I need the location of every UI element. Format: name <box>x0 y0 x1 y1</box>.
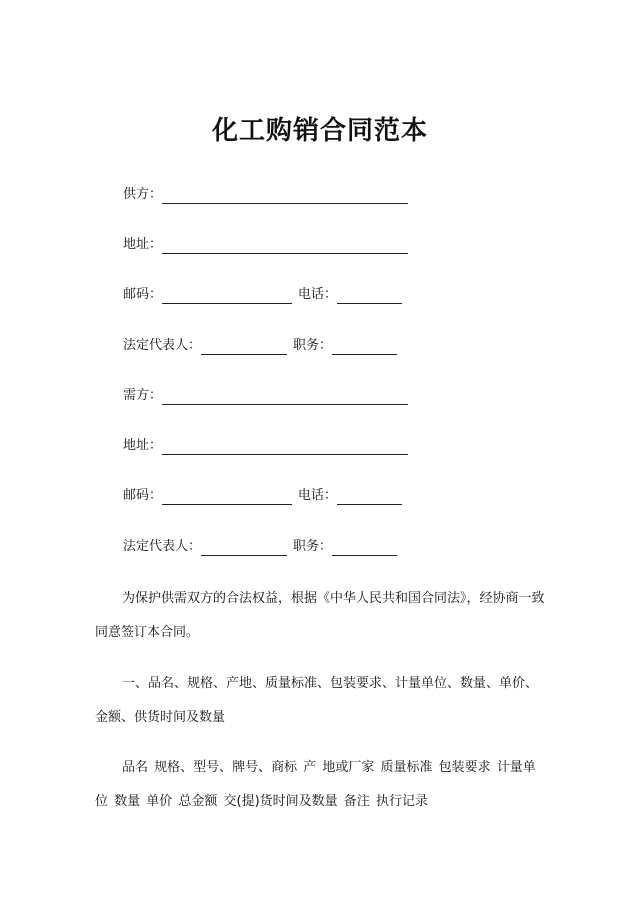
buyer-address-label: 地址： <box>123 438 163 453</box>
supplier-phone-blank[interactable] <box>337 289 402 304</box>
buyer-contact-row <box>123 487 402 505</box>
buyer-phone-label: 电话： <box>298 488 338 503</box>
buyer-address-row <box>123 437 408 455</box>
buyer-position-label: 职务： <box>293 539 333 554</box>
buyer-postcode-blank[interactable] <box>162 490 292 505</box>
supplier-address-label: 地址： <box>123 237 163 252</box>
clause-1-heading: 一、品名、规格、产地、质量标准、包装要求、计量单位、数量、单价、金额、供货时间及数量 <box>95 676 539 725</box>
supplier-rep-label: 法定代表人： <box>123 338 202 353</box>
supplier-postcode-blank[interactable] <box>162 289 292 304</box>
supplier-party-label: 供方： <box>123 187 163 202</box>
table-header-line: 品名 规格、型号、牌号、商标 产 地或厂家 质量标准 包装要求 计量单位 数量 单价 总金额 交(提)货时间及数量 备注 执行记录 <box>95 760 536 809</box>
buyer-party-label: 需方： <box>123 388 163 403</box>
buyer-postcode-label: 邮码： <box>123 488 163 503</box>
supplier-postcode-label: 邮码： <box>123 287 163 302</box>
document-title: 化工购销合同范本 <box>211 116 428 146</box>
buyer-party-row <box>123 387 408 405</box>
buyer-address-blank[interactable] <box>162 440 408 455</box>
supplier-contact-row <box>123 286 402 304</box>
supplier-position-blank[interactable] <box>332 340 397 355</box>
supplier-party-blank[interactable] <box>162 189 408 204</box>
buyer-position-blank[interactable] <box>332 541 397 556</box>
buyer-phone-blank[interactable] <box>337 490 402 505</box>
supplier-address-row <box>123 236 408 254</box>
buyer-party-blank[interactable] <box>162 390 408 405</box>
buyer-rep-blank[interactable] <box>201 541 287 556</box>
buyer-rep-row <box>123 538 397 556</box>
buyer-rep-label: 法定代表人： <box>123 539 202 554</box>
supplier-rep-blank[interactable] <box>201 340 287 355</box>
supplier-address-blank[interactable] <box>162 239 408 254</box>
supplier-party-row <box>123 186 408 204</box>
supplier-phone-label: 电话： <box>298 287 338 302</box>
intro-paragraph: 为保护供需双方的合法权益，根据《中华人民共和国合同法》，经协商一致同意签订本合同。 <box>95 591 545 640</box>
supplier-rep-row <box>123 337 397 355</box>
supplier-position-label: 职务： <box>293 338 333 353</box>
